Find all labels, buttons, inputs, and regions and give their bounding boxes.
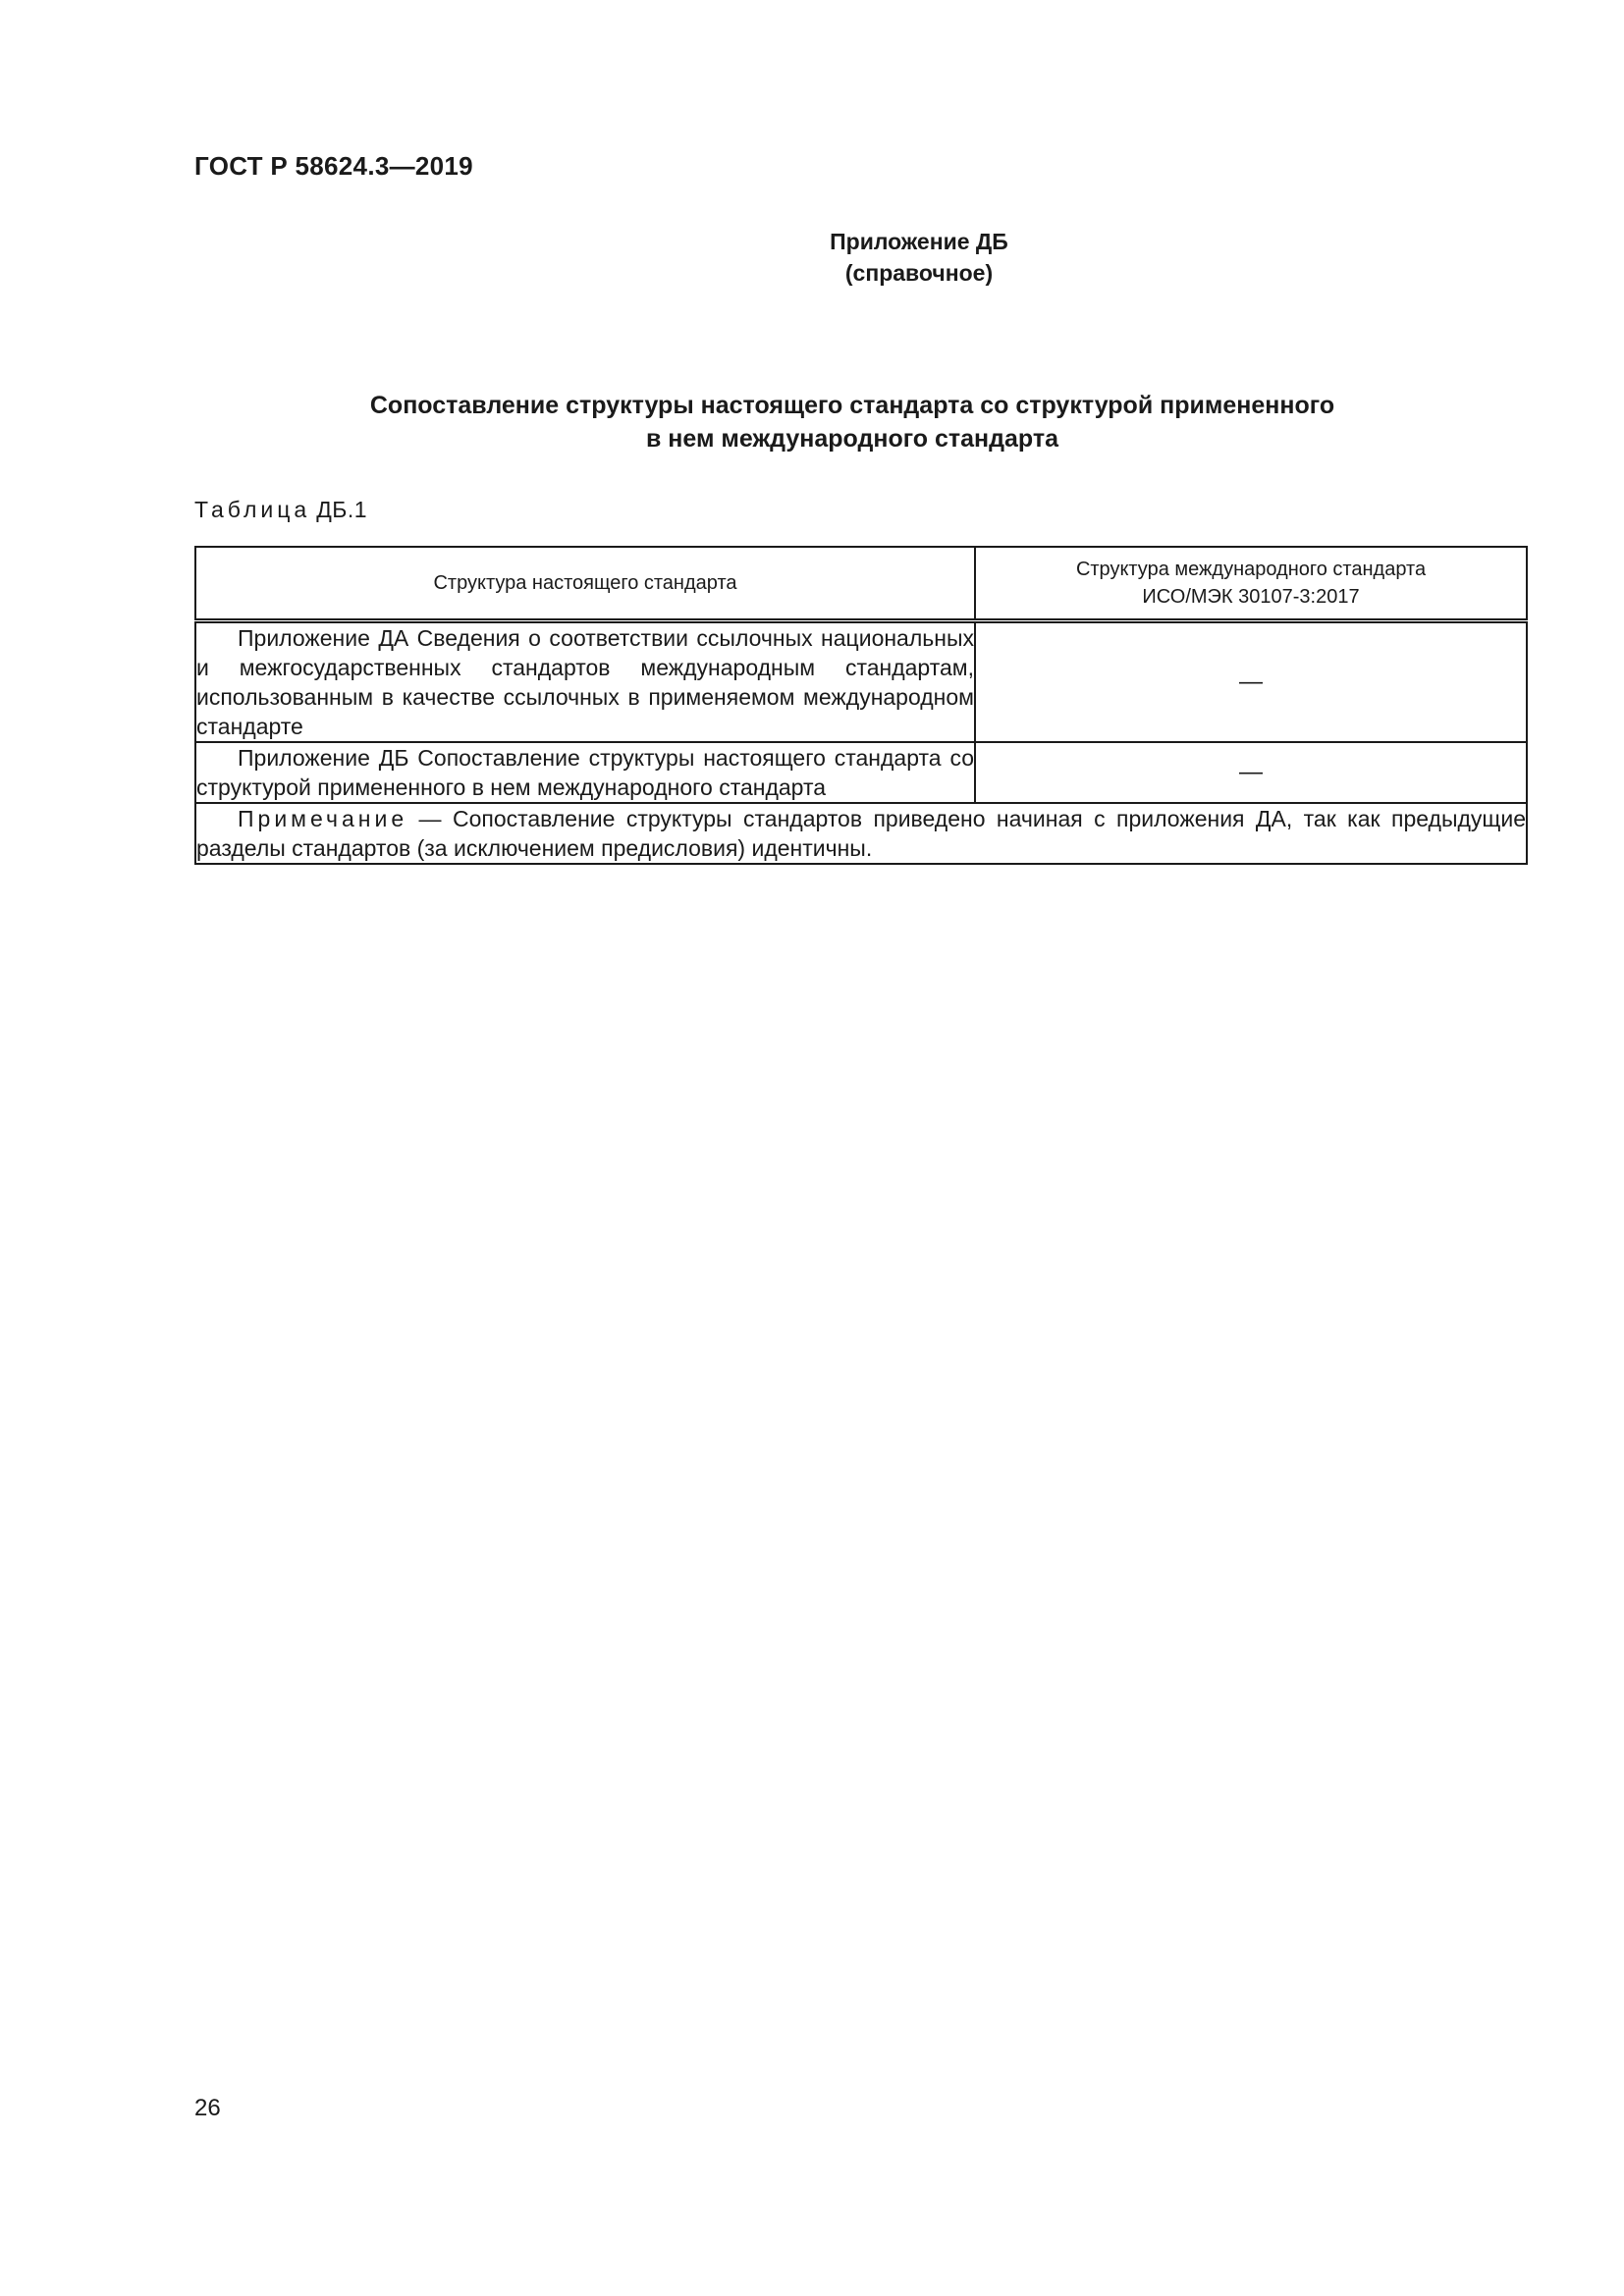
note-text: — Сопоставление структуры стандартов приведено начиная с приложения ДА, так как предыдущие разделы стандартов (за исключением предисловия) идентичны. [196, 806, 1526, 861]
header-current-standard: Структура настоящего стандарта [195, 547, 975, 621]
table-row [195, 742, 1527, 803]
section-title-line-2: в нем международного стандарта [645, 425, 1059, 453]
row-current-structure: Приложение ДА Сведения о соответствии ссылочных национальных и межгосударственных стандартов международным стандартам, использованным в качестве ссылочных в применяемом международном стандарте [195, 621, 975, 743]
note-label: Примечание [238, 806, 408, 831]
section-title [194, 389, 1510, 455]
comparison-table [194, 546, 1528, 865]
table-note [195, 803, 1527, 864]
table-caption-word: Таблица [194, 497, 311, 522]
header-international-line-1: Структура международного стандарта [1075, 559, 1427, 580]
table-caption-number: ДБ.1 [316, 497, 368, 522]
row-current-structure: Приложение ДБ Сопоставление структуры настоящего стандарта со структурой примененного в нем международного стандарта [195, 742, 975, 803]
appendix-status: (справочное) [844, 260, 994, 286]
header-international-line-2: ИСО/МЭК 30107-3:2017 [1142, 586, 1360, 608]
table-header-row [195, 547, 1527, 621]
row-international-structure: — [975, 742, 1527, 803]
section-title-line-1: Сопоставление структуры настоящего стандарта со структурой примененного [369, 392, 1335, 419]
appendix-heading [0, 226, 1624, 289]
page-number: 26 [194, 2095, 221, 2121]
document-code: ГОСТ Р 58624.3—2019 [194, 151, 473, 181]
row-international-structure: — [975, 621, 1527, 743]
table-note-row [195, 803, 1527, 864]
appendix-title: Приложение ДБ [830, 229, 1008, 254]
table-row [195, 621, 1527, 743]
table-caption [194, 497, 367, 523]
header-international-standard [975, 547, 1527, 621]
